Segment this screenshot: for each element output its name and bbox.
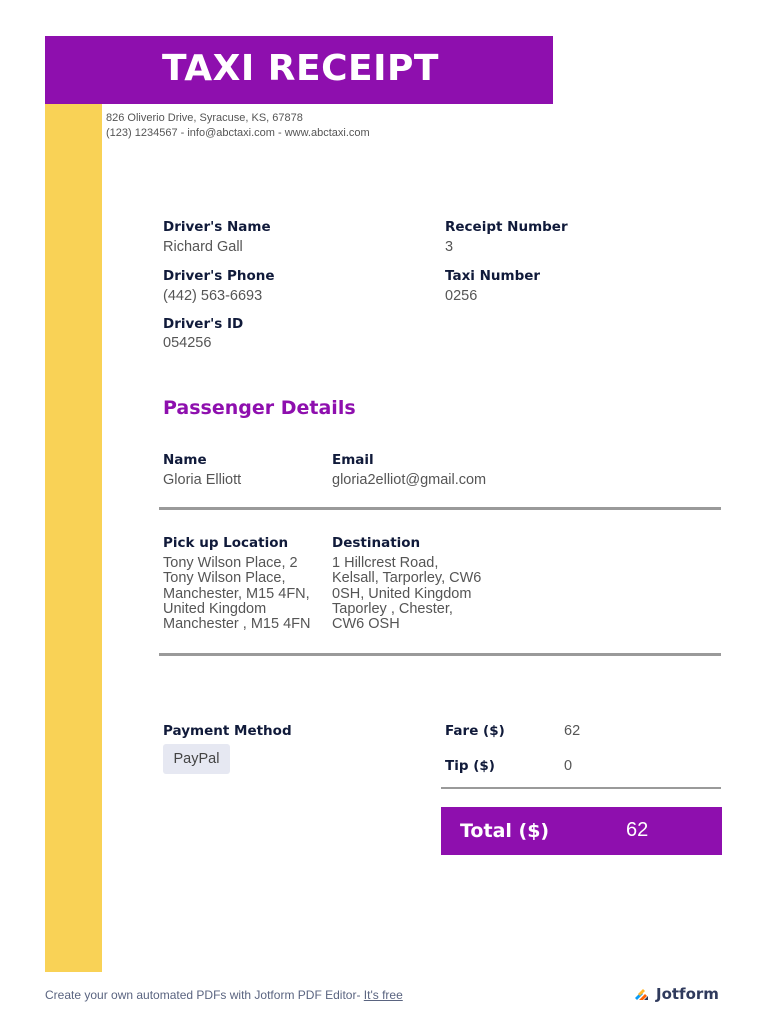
destination-label: Destination xyxy=(332,535,421,551)
driver-id-value: 054256 xyxy=(163,335,212,351)
jotform-brand: Jotform xyxy=(656,985,719,1003)
page-title: TAXI RECEIPT xyxy=(162,48,439,89)
total-box xyxy=(441,807,722,855)
total-value: 62 xyxy=(626,819,649,841)
divider xyxy=(159,653,721,656)
footer-text: Create your own automated PDFs with Jotform PDF Editor- xyxy=(45,988,364,1002)
payment-method-badge: PayPal xyxy=(163,744,230,774)
receipt-number-label: Receipt Number xyxy=(445,219,568,235)
taxi-number-value: 0256 xyxy=(445,288,478,304)
divider xyxy=(441,787,721,789)
payment-method-label: Payment Method xyxy=(163,723,292,739)
pickup-label: Pick up Location xyxy=(163,535,289,551)
passenger-email-label: Email xyxy=(332,452,374,468)
fare-value: 62 xyxy=(564,723,581,739)
passenger-name-value: Gloria Elliott xyxy=(163,472,242,488)
driver-id-label: Driver's ID xyxy=(163,316,244,332)
tip-value: 0 xyxy=(564,758,573,774)
destination-value: 1 Hillcrest Road, Kelsall, Tarporley, CW6 0SH, United Kingdom Taporley , Chester, CW6 OSH xyxy=(332,555,482,633)
fare-label: Fare ($) xyxy=(445,723,505,739)
footer-promo xyxy=(45,988,403,1002)
divider xyxy=(159,507,721,510)
total-label: Total ($) xyxy=(460,820,550,842)
company-contact: (123) 1234567 - info@abctaxi.com - www.abctaxi.com xyxy=(106,127,370,139)
company-address: 826 Oliverio Drive, Syracuse, KS, 67878 xyxy=(106,112,303,124)
jotform-logo-icon xyxy=(634,986,650,1002)
driver-phone-label: Driver's Phone xyxy=(163,268,275,284)
footer-link[interactable]: It's free xyxy=(363,988,403,1002)
driver-name-value: Richard Gall xyxy=(163,239,243,255)
receipt-number-value: 3 xyxy=(445,239,454,255)
passenger-section-title: Passenger Details xyxy=(163,397,356,419)
jotform-logo[interactable] xyxy=(634,985,719,1003)
tip-label: Tip ($) xyxy=(445,758,495,774)
passenger-name-label: Name xyxy=(163,452,207,468)
driver-phone-value: (442) 563-6693 xyxy=(163,288,263,304)
side-accent-bar xyxy=(45,36,102,972)
pickup-value: Tony Wilson Place, 2 Tony Wilson Place, Manchester, M15 4FN, United Kingdom Manchester , M15 4FN xyxy=(163,555,311,633)
driver-name-label: Driver's Name xyxy=(163,219,271,235)
passenger-email-value: gloria2elliot@gmail.com xyxy=(332,472,487,488)
taxi-number-label: Taxi Number xyxy=(445,268,541,284)
